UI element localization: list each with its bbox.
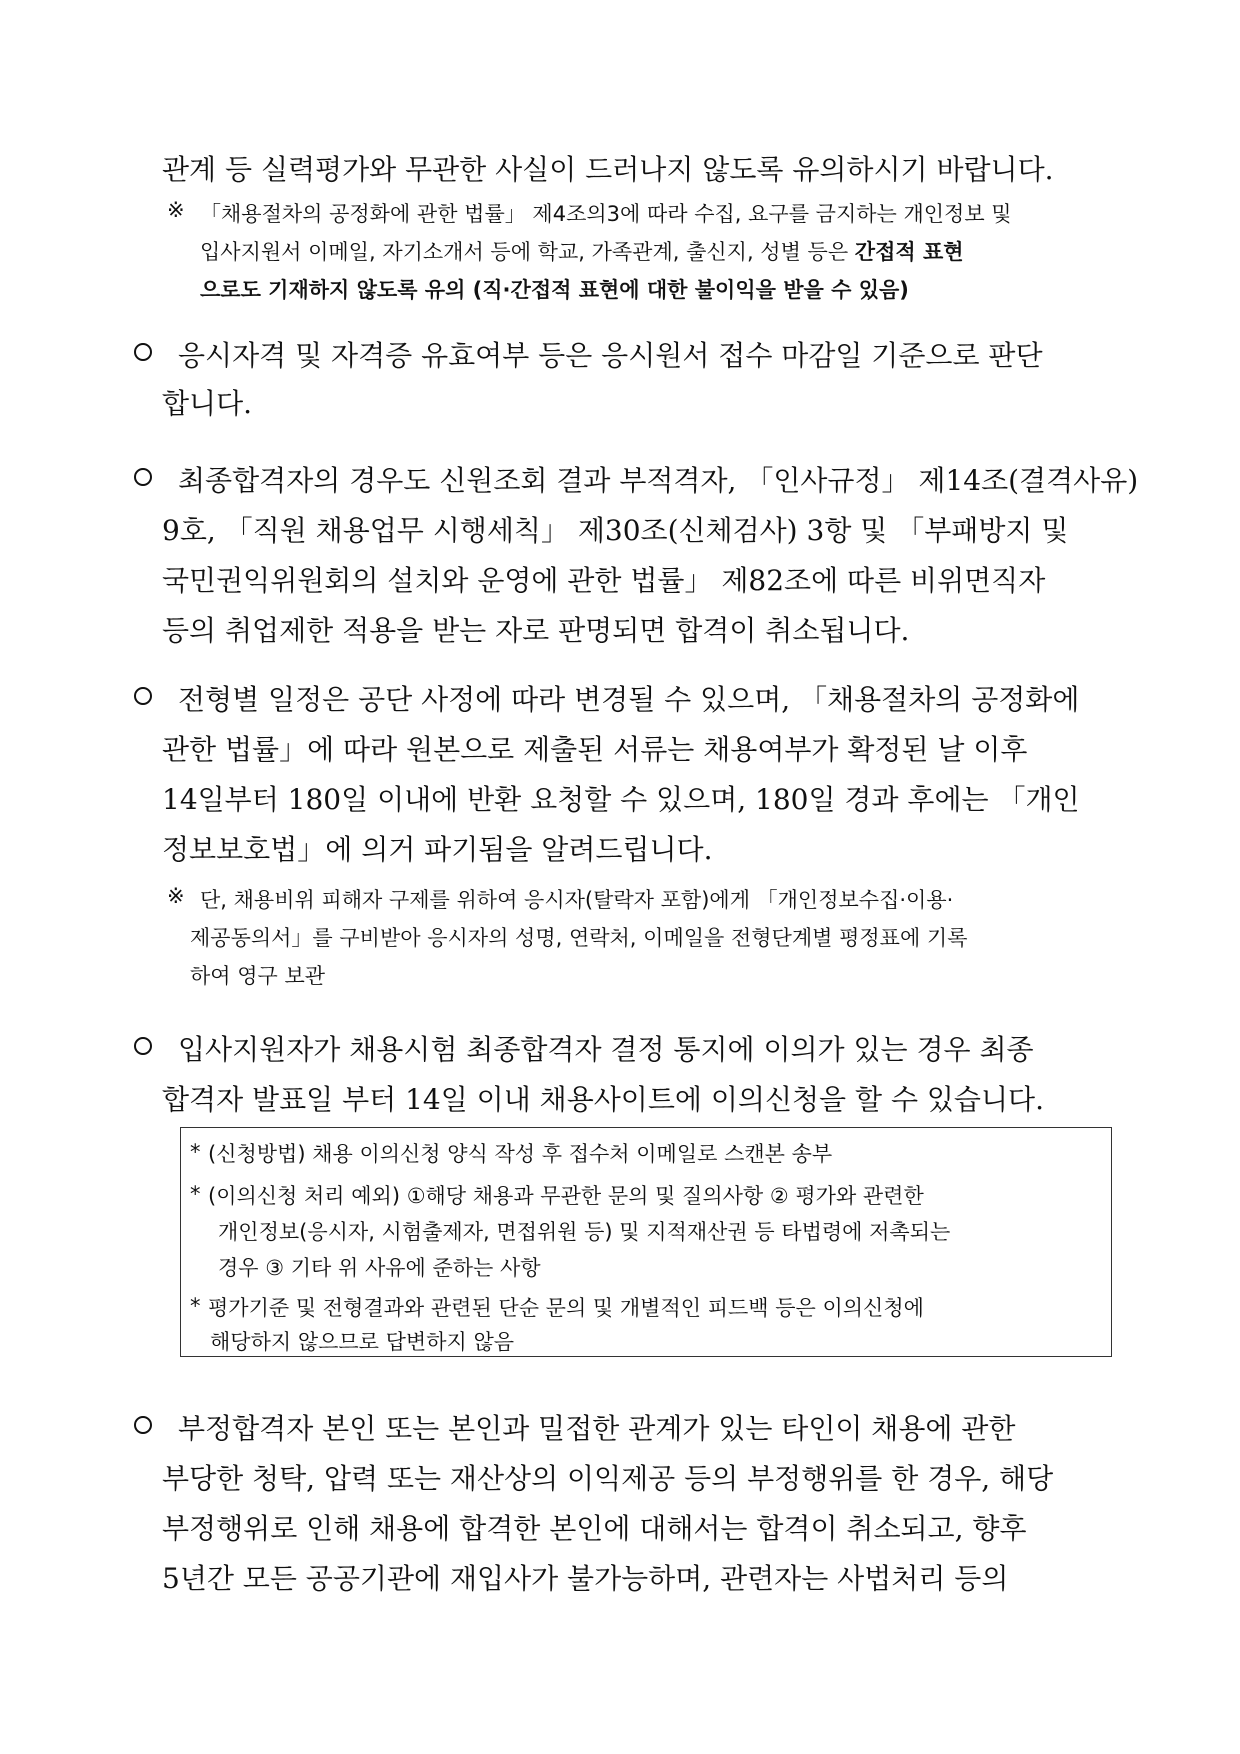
paragraph-line: 전형별 일정은 공단 사정에 따라 변경될 수 있으며, 「채용절차의 공정화에 [178,683,1080,716]
note-line: 「채용절차의 공정화에 관한 법률」 제4조의3에 따라 수집, 요구를 금지하는 개인정보 및 [200,202,1012,226]
note-mark: ※ [167,198,185,222]
box-line: 해당하지 않으므로 답변하지 않음 [210,1330,515,1354]
circle-bullet-icon [134,468,152,486]
note-emphasis: 으로도 기재하지 않도록 유의 (직·간접적 표현에 대한 불이익을 받을 수 있음) [200,278,909,302]
box-line: 경우 ③ 기타 위 사유에 준하는 사항 [218,1256,541,1280]
paragraph-line: 등의 취업제한 적용을 받는 자로 판명되면 합격이 취소됩니다. [162,614,910,647]
paragraph-line: 부정합격자 본인 또는 본인과 밀접한 관계가 있는 타인이 채용에 관한 [178,1412,1016,1445]
box-mark: * [190,1294,201,1318]
circle-bullet-icon [134,343,152,361]
paragraph-line: 입사지원자가 채용시험 최종합격자 결정 통지에 이의가 있는 경우 최종 [178,1033,1034,1066]
note-line [200,236,964,266]
paragraph-line: 관계 등 실력평가와 무관한 사실이 드러나지 않도록 유의하시기 바랍니다. [162,153,1054,186]
paragraph-line: 정보보호법」에 의거 파기됨을 알려드립니다. [162,833,713,866]
note-text: 입사지원서 이메일, 자기소개서 등에 학교, 가족관계, 출신지, 성별 등은 [200,240,855,264]
box-mark: * [190,1182,201,1206]
circle-bullet-icon [134,1416,152,1434]
paragraph-line: 합격자 발표일 부터 14일 이내 채용사이트에 이의신청을 할 수 있습니다. [162,1083,1044,1116]
box-line: (신청방법) 채용 이의신청 양식 작성 후 접수처 이메일로 스캔본 송부 [208,1142,833,1166]
note-line: 하여 영구 보관 [190,964,326,988]
box-line: (이의신청 처리 예외) ①해당 채용과 무관한 문의 및 질의사항 ② 평가와 관련한 [208,1184,924,1208]
box-line: 개인정보(응시자, 시험출제자, 면접위원 등) 및 지적재산권 등 타법령에 저촉되는 [218,1220,951,1244]
paragraph-line: 14일부터 180일 이내에 반환 요청할 수 있으며, 180일 경과 후에는 「개인 [162,783,1080,816]
paragraph-line: 합니다. [162,387,253,420]
paragraph-line: 부당한 청탁, 압력 또는 재산상의 이익제공 등의 부정행위를 한 경우, 해당 [162,1462,1054,1495]
circle-bullet-icon [134,687,152,705]
paragraph-line: 부정행위로 인해 채용에 합격한 본인에 대해서는 합격이 취소되고, 향후 [162,1512,1027,1545]
box-line: 평가기준 및 전형결과와 관련된 단순 문의 및 개별적인 피드백 등은 이의신청에 [208,1296,924,1320]
note-emphasis: 간접적 표현 [854,240,964,264]
paragraph-line: 최종합격자의 경우도 신원조회 결과 부적격자, 「인사규정」 제14조(결격사유) [178,464,1139,497]
paragraph-line: 국민권익위원회의 설치와 운영에 관한 법률」 제82조에 따른 비위면직자 [162,564,1046,597]
circle-bullet-icon [134,1037,152,1055]
note-line: 단, 채용비위 피해자 구제를 위하여 응시자(탈락자 포함)에게 「개인정보수집·이용· [200,888,954,912]
paragraph-line: 응시자격 및 자격증 유효여부 등은 응시원서 접수 마감일 기준으로 판단 [178,339,1043,372]
paragraph-line: 관한 법률」에 따라 원본으로 제출된 서류는 채용여부가 확정된 날 이후 [162,733,1028,766]
note-line-emphasis [200,274,909,304]
note-line: 제공동의서」를 구비받아 응시자의 성명, 연락처, 이메일을 전형단계별 평정표에 기록 [190,926,968,950]
paragraph-line: 5년간 모든 공공기관에 재입사가 불가능하며, 관련자는 사법처리 등의 [162,1562,1009,1595]
note-mark: ※ [167,884,185,908]
paragraph-line: 9호, 「직원 채용업무 시행세칙」 제30조(신체검사) 3항 및 「부패방지 및 [162,514,1069,547]
box-mark: * [190,1140,201,1164]
